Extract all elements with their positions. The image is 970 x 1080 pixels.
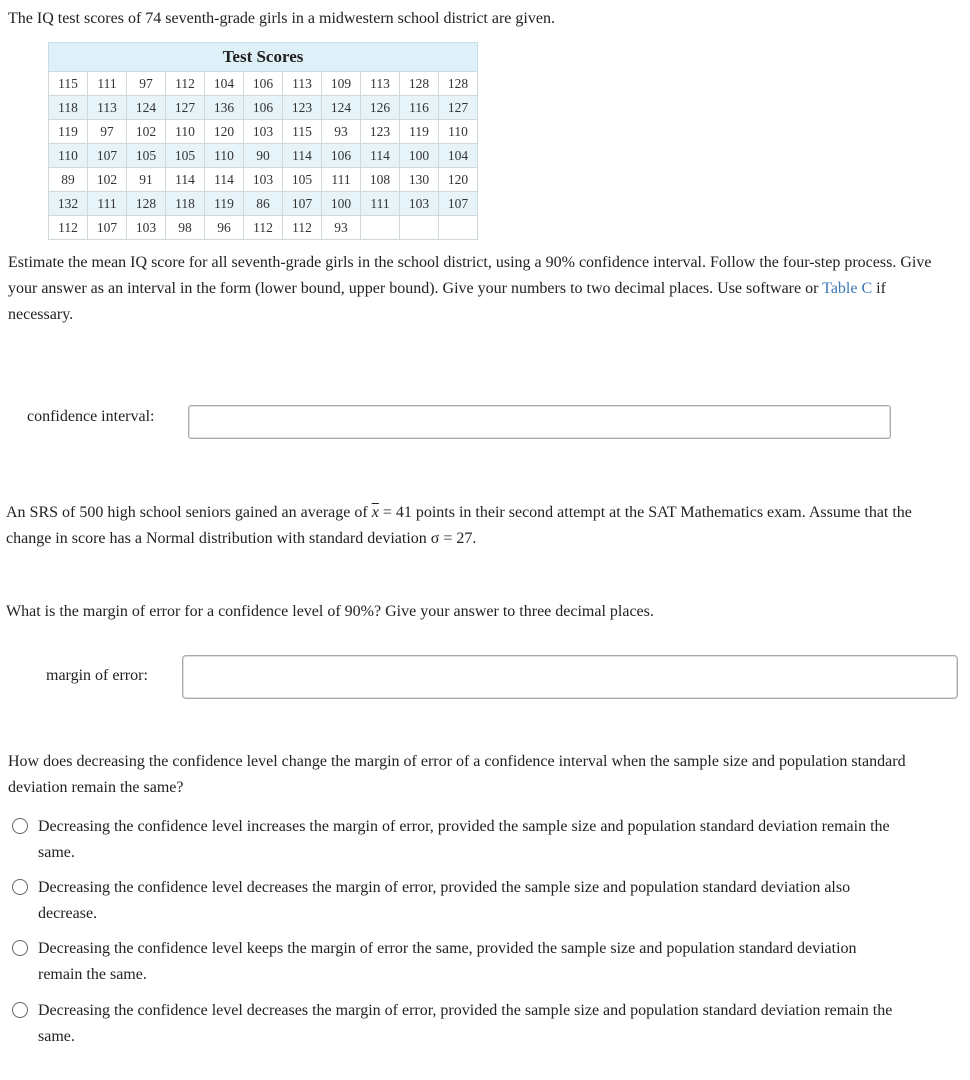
table-cell: 124 — [127, 96, 166, 120]
table-cell: 120 — [205, 120, 244, 144]
question-2-part2: = 41 points in their second attempt at the SAT Mathematics exam. Assume that the change in score has a Normal distribution with standard deviation σ = 27. — [6, 504, 912, 547]
table-cell: 103 — [244, 120, 283, 144]
table-cell: 128 — [127, 192, 166, 216]
table-cell: 114 — [361, 144, 400, 168]
table-cell: 90 — [244, 144, 283, 168]
table-cell: 119 — [49, 120, 88, 144]
table-cell: 119 — [205, 192, 244, 216]
table-cell: 102 — [88, 168, 127, 192]
question-1-text: Estimate the mean IQ score for all seventh-grade girls in the school district, using a 90% confidence interval. Follow the four-step process. Give your answer as an interval in the form (lower bound, upper bound). Give your numbers to two decimal places. Use software or — [8, 254, 932, 297]
table-cell: 127 — [166, 96, 205, 120]
table-cell: 112 — [244, 216, 283, 240]
table-cell: 103 — [400, 192, 439, 216]
table-cell: 100 — [322, 192, 361, 216]
option-label: Decreasing the confidence level decreases the margin of error, provided the sample size and population standard deviation remain the same. — [38, 1002, 893, 1045]
table-cell: 98 — [166, 216, 205, 240]
table-cell: 130 — [400, 168, 439, 192]
table-cell: 113 — [361, 72, 400, 96]
confidence-interval-input[interactable] — [188, 405, 891, 439]
table-cell: 124 — [322, 96, 361, 120]
table-cell: 113 — [88, 96, 127, 120]
table-cell: 112 — [283, 216, 322, 240]
table-cell: 120 — [439, 168, 478, 192]
table-cell: 111 — [88, 192, 127, 216]
table-cell: 110 — [205, 144, 244, 168]
table-cell: 115 — [49, 72, 88, 96]
table-cell: 123 — [283, 96, 322, 120]
table-cell: 128 — [400, 72, 439, 96]
table-cell: 86 — [244, 192, 283, 216]
table-cell: 106 — [322, 144, 361, 168]
table-cell: 107 — [88, 216, 127, 240]
radio-button[interactable] — [12, 1002, 28, 1018]
table-cell: 136 — [205, 96, 244, 120]
radio-button[interactable] — [12, 940, 28, 956]
table-cell — [361, 216, 400, 240]
table-cell: 105 — [283, 168, 322, 192]
table-cell: 97 — [127, 72, 166, 96]
table-cell: 110 — [439, 120, 478, 144]
table-cell: 116 — [400, 96, 439, 120]
table-cell: 109 — [322, 72, 361, 96]
table-cell: 104 — [205, 72, 244, 96]
table-cell: 108 — [361, 168, 400, 192]
table-row — [49, 96, 478, 120]
table-row — [49, 144, 478, 168]
table-cell: 106 — [244, 72, 283, 96]
table-c-link[interactable]: Table C — [822, 280, 873, 297]
table-cell: 91 — [127, 168, 166, 192]
table-cell: 107 — [439, 192, 478, 216]
table-cell: 128 — [439, 72, 478, 96]
table-cell: 112 — [166, 72, 205, 96]
table-cell: 115 — [283, 120, 322, 144]
table-cell: 104 — [439, 144, 478, 168]
table-cell — [400, 216, 439, 240]
table-cell: 103 — [127, 216, 166, 240]
table-cell: 111 — [322, 168, 361, 192]
question-1 — [8, 250, 948, 328]
option-label: Decreasing the confidence level decreases the margin of error, provided the sample size and population standard deviation also decrease. — [38, 879, 851, 922]
table-cell: 93 — [322, 120, 361, 144]
table-row — [49, 168, 478, 192]
table-row — [49, 72, 478, 96]
confidence-interval-label: confidence interval: — [27, 408, 155, 425]
table-row — [49, 192, 478, 216]
table-cell: 100 — [400, 144, 439, 168]
table-cell: 111 — [361, 192, 400, 216]
table-cell: 127 — [439, 96, 478, 120]
question-1-suffix: if necessary. — [8, 280, 886, 323]
intro-text: The IQ test scores of 74 seventh-grade girls in a midwestern school district are given. — [8, 10, 555, 27]
table-cell: 111 — [88, 72, 127, 96]
table-header: Test Scores — [49, 43, 478, 72]
table-cell: 118 — [49, 96, 88, 120]
table-cell: 93 — [322, 216, 361, 240]
table-cell: 126 — [361, 96, 400, 120]
table-cell: 113 — [283, 72, 322, 96]
table-cell: 119 — [400, 120, 439, 144]
table-cell — [439, 216, 478, 240]
table-row — [49, 216, 478, 240]
table-cell: 107 — [88, 144, 127, 168]
table-cell: 110 — [49, 144, 88, 168]
question-2 — [6, 500, 956, 552]
table-cell: 102 — [127, 120, 166, 144]
table-cell: 114 — [283, 144, 322, 168]
table-cell: 97 — [88, 120, 127, 144]
option-label: Decreasing the confidence level increases the margin of error, provided the sample size and population standard deviation remain the same. — [38, 818, 890, 861]
option-label: Decreasing the confidence level keeps the margin of error the same, provided the sample size and population standard deviation remain the same. — [38, 940, 857, 983]
table-cell: 103 — [244, 168, 283, 192]
question-2-part1: An SRS of 500 high school seniors gained an average of — [6, 504, 372, 521]
table-cell: 110 — [166, 120, 205, 144]
table-cell: 118 — [166, 192, 205, 216]
table-cell: 105 — [166, 144, 205, 168]
radio-button[interactable] — [12, 879, 28, 895]
table-cell: 114 — [166, 168, 205, 192]
table-cell: 105 — [127, 144, 166, 168]
question-3: What is the margin of error for a confidence level of 90%? Give your answer to three decimal places. — [6, 603, 654, 620]
table-cell: 106 — [244, 96, 283, 120]
table-row — [49, 120, 478, 144]
scores-table — [48, 42, 478, 240]
question-4: How does decreasing the confidence level change the margin of error of a confidence interval when the sample size and population standard deviation remain the same? — [8, 753, 906, 796]
margin-of-error-label: margin of error: — [46, 667, 148, 684]
table-cell: 132 — [49, 192, 88, 216]
table-cell: 112 — [49, 216, 88, 240]
table-cell: 89 — [49, 168, 88, 192]
radio-button[interactable] — [12, 818, 28, 834]
table-cell: 107 — [283, 192, 322, 216]
xbar-symbol: $\overline{x}$ — [371, 504, 379, 521]
table-cell: 96 — [205, 216, 244, 240]
table-cell: 114 — [205, 168, 244, 192]
margin-of-error-input[interactable] — [182, 655, 958, 699]
table-cell: 123 — [361, 120, 400, 144]
